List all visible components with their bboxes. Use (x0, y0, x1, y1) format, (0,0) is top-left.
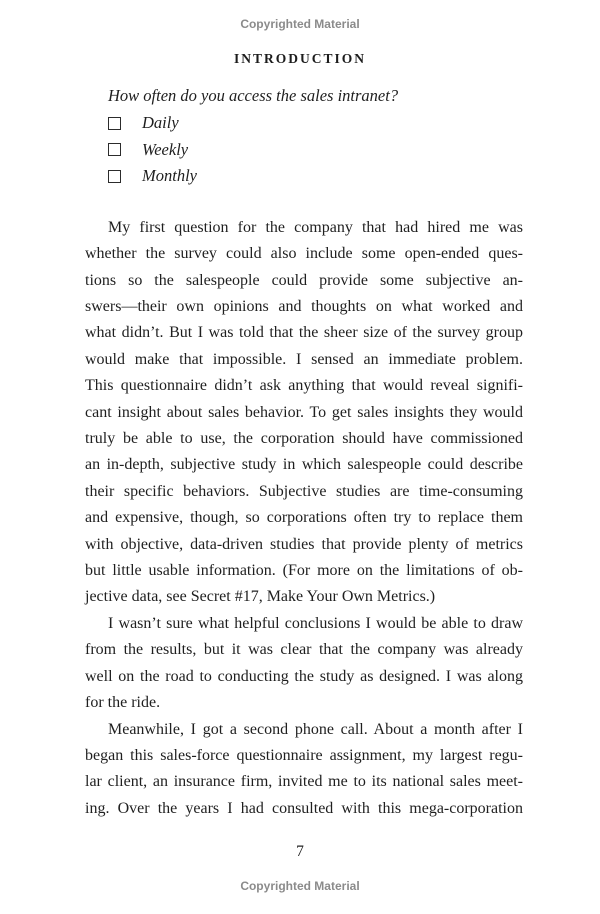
paragraph-2 (85, 611, 523, 717)
body-line: would make that impossible. I sensed an immediate problem. (85, 350, 523, 368)
body-line: cant insight about sales behavior. To get sales insights they would (85, 403, 523, 421)
paragraph-3 (85, 717, 523, 823)
body-line: for the ride. (85, 694, 161, 712)
body-line: I wasn’t sure what helpful conclusions I would be able to draw (108, 614, 523, 632)
body-line: tions so the salespeople could provide some subjective an- (85, 271, 523, 289)
checkbox-icon (108, 143, 121, 156)
body-line: My first question for the company that had hired me was (108, 218, 523, 236)
body-line: truly be able to use, the corporation should have commissioned (85, 430, 523, 448)
body-line: an in-depth, subjective study in which salespeople could describe (85, 456, 523, 474)
body-line: their specific behaviors. Subjective studies are time-consuming (85, 482, 523, 500)
body-line: This questionnaire didn’t ask anything that would reveal signifi- (85, 377, 523, 395)
body-line: whether the survey could also include some open-ended ques- (85, 245, 523, 263)
option-label: Daily (142, 113, 179, 133)
option-label: Monthly (142, 166, 197, 186)
survey-option-weekly (85, 137, 523, 164)
page-number: 7 (296, 843, 304, 860)
body-line: began this sales-force questionnaire assignment, my largest regu- (85, 746, 523, 764)
checkbox-icon (108, 117, 121, 130)
body-line: with objective, data-driven studies that provide plenty of metrics (85, 535, 523, 553)
copyright-notice-bottom: Copyrighted Material (240, 879, 360, 893)
body-text (85, 215, 523, 822)
body-line: but little usable information. (For more on the limitations of ob- (85, 562, 523, 580)
survey-question: How often do you access the sales intranet? (108, 86, 399, 105)
checkbox-icon (108, 170, 121, 183)
option-label: Weekly (142, 139, 189, 159)
body-line: ing. Over the years I had consulted with this mega-corporation (85, 799, 523, 817)
body-line: jective data, see Secret #17, Make Your Own Metrics.) (85, 588, 436, 606)
copyright-notice-top: Copyrighted Material (240, 17, 360, 31)
body-line: well on the road to conducting the study as designed. I was along (85, 667, 523, 685)
page-content (85, 83, 523, 822)
chapter-title: INTRODUCTION (233, 51, 366, 66)
survey-options (85, 110, 523, 190)
body-line: what didn’t. But I was told that the sheer size of the survey group (85, 324, 523, 342)
survey-option-daily (85, 110, 523, 137)
body-line: swers—their own opinions and thoughts on what worked and (85, 298, 523, 315)
body-line: Meanwhile, I got a second phone call. About a month after I (108, 720, 523, 738)
paragraph-1 (85, 215, 523, 611)
body-line: from the results, but it was clear that the company was already (85, 641, 523, 659)
body-line: lar client, an insurance firm, invited me to its national sales meet- (85, 773, 523, 791)
body-line: and expensive, though, so corporations often try to replace them (85, 509, 523, 527)
survey-option-monthly (85, 163, 523, 190)
